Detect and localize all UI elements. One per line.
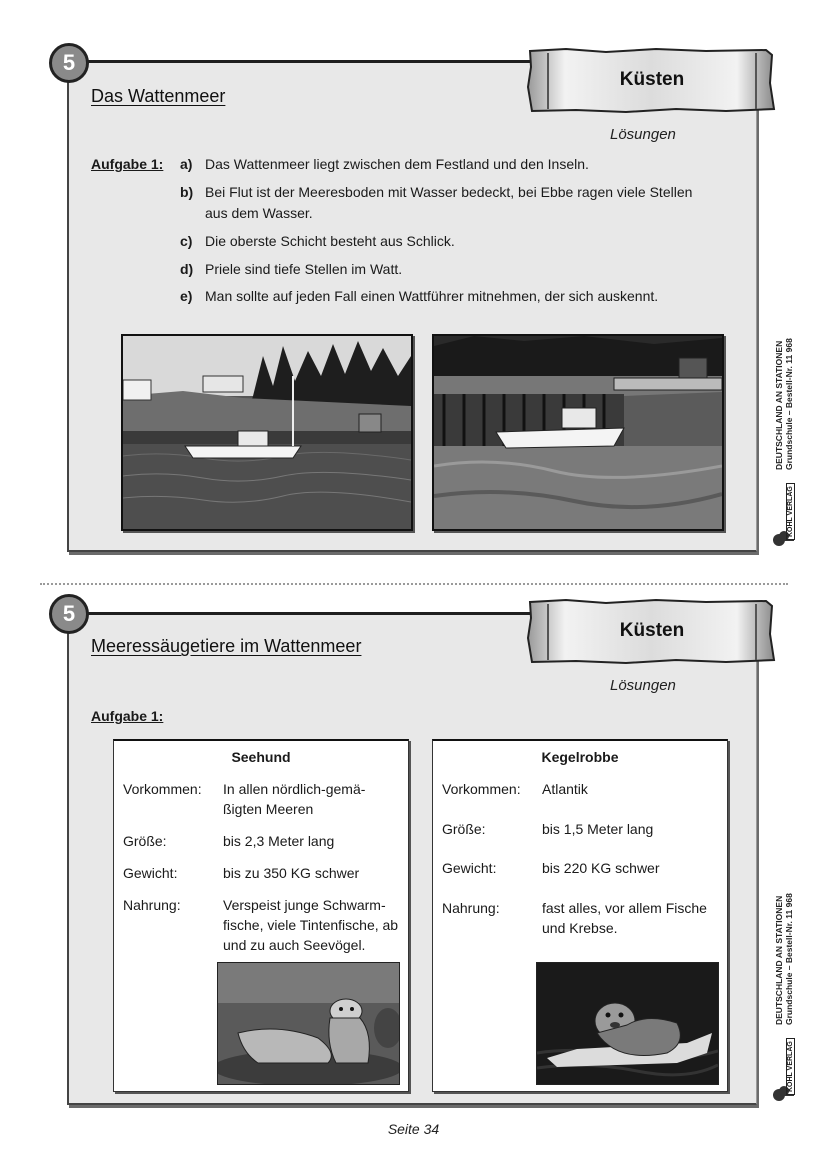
tree-icon <box>770 1035 800 1105</box>
fact-value: In allen nördlich-gemä-ßigten Meeren <box>223 781 366 817</box>
page-number: Seite 34 <box>387 1121 440 1137</box>
publisher-logo-text: KOHL VERLAG <box>786 483 795 540</box>
animal-name: Seehund <box>231 749 291 765</box>
answer-text: Die oberste Schicht besteht aus Schlick. <box>205 233 455 249</box>
answer-text: Bei Flut ist der Meeresboden mit Wasser bedeckt, bei Ebbe ragen viele Stellen aus dem Wasser. <box>205 184 693 221</box>
harbour-low-tide-photo <box>432 334 724 531</box>
fact-value: Verspeist junge Schwarm-fische, viele Tintenfische, ab und zu auch Seevögel. <box>223 897 399 953</box>
task-label: Aufgabe 1: <box>91 156 164 172</box>
answer-item <box>180 231 720 252</box>
page-title: Das Wattenmeer <box>91 86 226 106</box>
publisher-sidebar <box>770 845 800 1105</box>
seehund-photo <box>217 962 400 1085</box>
fact-label: Nahrung: <box>442 900 500 916</box>
task-label: Aufgabe 1: <box>91 708 164 724</box>
answer-text: Man sollte auf jeden Fall einen Wattführer mitnehmen, der sich auskennt. <box>205 288 659 304</box>
animal-name: Kegelrobbe <box>541 749 619 765</box>
banner-title: Küsten <box>619 69 685 90</box>
fact-label: Gewicht: <box>442 860 497 876</box>
fact-value: fast alles, vor allem Fische und Krebse. <box>542 900 707 936</box>
tree-icon <box>770 480 800 550</box>
fact-value: bis 1,5 Meter lang <box>542 821 654 837</box>
topic-banner <box>526 47 778 115</box>
order-number: Grundschule – Bestell-Nr. 11 968 <box>784 893 794 1025</box>
answer-letter: c) <box>180 233 193 249</box>
publisher-info <box>774 825 794 1025</box>
solutions-label: Lösungen <box>610 126 676 143</box>
publisher-logo <box>770 1035 800 1105</box>
fact-label: Größe: <box>442 821 486 837</box>
fact-label: Vorkommen: <box>123 781 202 797</box>
answer-text: Das Wattenmeer liegt zwischen dem Festland und den Inseln. <box>205 156 589 172</box>
kegelrobbe-photo <box>536 962 719 1085</box>
animal-card-seehund <box>113 739 409 1092</box>
answer-letter: a) <box>180 156 193 172</box>
answer-letter: d) <box>180 261 194 277</box>
publisher-info <box>774 270 794 470</box>
harbour-high-tide-photo <box>121 334 413 531</box>
solutions-label: Lösungen <box>610 677 676 694</box>
animal-card-kegelrobbe <box>432 739 728 1092</box>
publisher-logo <box>770 480 800 550</box>
answer-item <box>180 154 720 175</box>
answer-item <box>180 286 720 307</box>
publisher-sidebar <box>770 290 800 550</box>
fact-label: Nahrung: <box>123 897 181 913</box>
answer-letter: e) <box>180 288 193 304</box>
series-title: DEUTSCHLAND AN STATIONEN <box>774 340 784 470</box>
topic-banner <box>526 598 778 666</box>
publisher-logo-text: KOHL VERLAG <box>786 1038 795 1095</box>
banner-title: Küsten <box>619 620 685 641</box>
answer-text: Priele sind tiefe Stellen im Watt. <box>205 261 403 277</box>
fact-value: bis zu 350 KG schwer <box>223 865 360 881</box>
fact-value: bis 220 KG schwer <box>542 860 660 876</box>
fact-label: Vorkommen: <box>442 781 521 797</box>
station-number-badge: 5 <box>49 594 89 634</box>
series-title: DEUTSCHLAND AN STATIONEN <box>774 895 784 1025</box>
answer-item <box>180 259 720 280</box>
fact-label: Gewicht: <box>123 865 178 881</box>
answer-item <box>180 182 720 224</box>
fact-label: Größe: <box>123 833 167 849</box>
section-divider <box>40 583 788 585</box>
fact-value: bis 2,3 Meter lang <box>223 833 335 849</box>
fact-value: Atlantik <box>542 781 588 797</box>
answer-letter: b) <box>180 184 194 200</box>
page-title: Meeressäugetiere im Wattenmeer <box>91 636 362 656</box>
order-number: Grundschule – Bestell-Nr. 11 968 <box>784 338 794 470</box>
station-number-badge: 5 <box>49 43 89 83</box>
